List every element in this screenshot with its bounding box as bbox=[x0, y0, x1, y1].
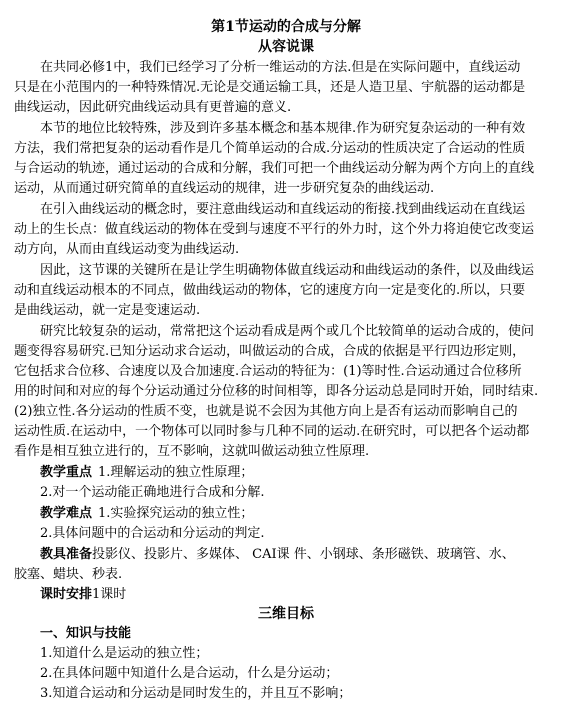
difficulty-item: 1.实验探究运动的独立性； bbox=[98, 506, 254, 521]
paragraph-line: 运动性质.在运动中，一个物体可以同时参与几种不同的运动.在研究时，可以把各个运动都 bbox=[14, 424, 530, 439]
paragraph-line: 是曲线运动，就一定是变速运动. bbox=[14, 303, 201, 318]
paragraph-line: 动方向，从而由直线运动变为曲线运动. bbox=[14, 242, 240, 257]
paragraph-line: 与合运动的轨迹，通过运动的合成和分解，我们可把一个曲线运动分解为两个方向上的直线 bbox=[14, 161, 535, 176]
section-subtitle: 从容说课 bbox=[258, 39, 314, 55]
key-point-item: 2.对一个运动能正确地进行合成和分解. bbox=[40, 485, 265, 500]
paragraph-line: 用的时间和对应的每个分运动通过分位移的时间相等，即各分运动总是同时开始，同时结束. bbox=[14, 384, 539, 399]
goal-item: 3.知道合运动和分运动是同时发生的，并且互不影响； bbox=[40, 686, 352, 701]
paragraph-line: 在引入曲线运动的概念时，要注意曲线运动和直线运动的衔接.找到曲线运动在直线运 bbox=[40, 202, 526, 217]
prep-text-continued: 胶塞、蜡块、秒表. bbox=[14, 567, 123, 582]
difficulty-item: 2.具体问题中的合运动和分运动的判定. bbox=[40, 526, 265, 541]
paragraph-line: 方法，我们常把复杂的运动看作是几个简单运动的合成.分运动的性质决定了合运动的性质 bbox=[14, 141, 526, 156]
paragraph-line: 它包括求合位移、合速度以及合加速度.合运动的特征为：(1)等时性.合运动通过合位移所 bbox=[14, 364, 522, 379]
paragraph-line: 本节的地位比较特殊，涉及到许多基本概念和基本规律.作为研究复杂运动的一种有效 bbox=[40, 121, 526, 136]
paragraph-line: 在共同必修1中，我们已经学习了分析一维运动的方法.但是在实际问题中，直线运动 bbox=[40, 60, 521, 75]
paragraph-line: 只是在小范围内的一种特殊情况.无论是交通运输工具，还是人造卫星、宇航器的运动都是 bbox=[14, 80, 526, 95]
schedule-label: 课时安排 bbox=[40, 587, 93, 602]
difficulties-label: 教学难点 bbox=[40, 506, 93, 521]
prep-label: 教具准备 bbox=[40, 547, 93, 562]
section-heading: 一、知识与技能 bbox=[40, 626, 132, 641]
paragraph-line: 题变得容易研究.已知分运动求合运动，叫做运动的合成，合成的依据是平行四边形定则， bbox=[14, 344, 526, 359]
paragraph-line: 运动，从而通过研究简单的直线运动的规律，进一步研究复杂的曲线运动. bbox=[14, 181, 435, 196]
paragraph-line: 曲线运动，因此研究曲线运动具有更普遍的意义. bbox=[14, 100, 292, 115]
paragraph-line: 因此，这节课的关键所在是让学生明确物体做直线运动和曲线运动的条件，以及曲线运 bbox=[40, 263, 535, 278]
key-point-item: 1.理解运动的独立性原理； bbox=[98, 465, 254, 480]
goal-item: 1.知道什么是运动的独立性； bbox=[40, 646, 209, 661]
prep-text: 投影仪、投影片、多媒体、 CAI课 件、小钢球、条形磁铁、玻璃管、水、 bbox=[92, 547, 515, 562]
lesson-title: 第1节运动的合成与分解 bbox=[211, 19, 361, 35]
key-points-label: 教学重点 bbox=[40, 465, 93, 480]
paragraph-line: 研究比较复杂的运动，常常把这个运动看成是两个或几个比较简单的运动合成的，使问 bbox=[40, 324, 535, 339]
paragraph-line: 动上的生长点：做直线运动的物体在受到与速度不平行的外力时，这个外力将迫使它改变运 bbox=[14, 222, 535, 237]
goals-title: 三维目标 bbox=[258, 606, 314, 622]
paragraph-line: 看作是相互独立进行的，互不影响，这就叫做运动独立性原理. bbox=[14, 444, 370, 459]
schedule-line bbox=[40, 585, 566, 605]
key-points-line bbox=[40, 463, 566, 483]
paragraph-line: 动和直线运动根本的不同点，做曲线运动的物体，它的速度方向一定是变化的.所以，只要 bbox=[14, 283, 526, 298]
goal-item: 2.在具体问题中知道什么是合运动，什么是分运动； bbox=[40, 666, 339, 681]
difficulties-line bbox=[40, 504, 566, 524]
paragraph-line: (2)独立性.各分运动的性质不变，也就是说不会因为其他方向上是否有运动而影响自己的 bbox=[14, 404, 518, 419]
prep-line bbox=[40, 545, 566, 565]
schedule-value: 1课时 bbox=[92, 587, 127, 602]
